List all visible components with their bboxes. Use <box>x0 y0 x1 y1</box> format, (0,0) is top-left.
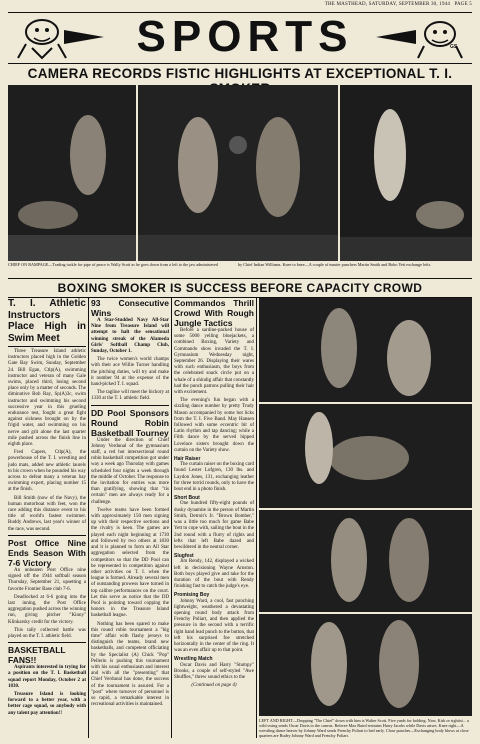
photo-strip <box>8 85 472 261</box>
article-paragraph: This tally collected battle was played on the T. I. athletic field. <box>8 627 86 639</box>
section-title: SPORTS <box>136 12 354 61</box>
section-headline: BOXING SMOKER IS SUCCESS BEFORE CAPACITY CROWD <box>8 278 472 298</box>
article-paragraph: The evening's fun began with a sizzling dance number by pretty Trudy Mason accompanied by some hot licks from the T. I. Five Band. May Hansen followed with some eccentric bit of Latin rhythm and tap dancing; while a Filth dance by the served hipped Lovelace sisters brought down the curtain on the Variety show. <box>174 398 254 453</box>
column-2 <box>91 298 169 710</box>
pennant-icon <box>62 26 106 48</box>
article-paragraph: An unbeaten Post Office nine signed off the 1944 softball season Thursday, September 21, upsetting a favorite Frontier Base club 7-6. <box>8 567 86 592</box>
masthead-text: THE MASTHEAD, SATURDAY, SEPTEMBER 30, 1944 <box>324 2 451 7</box>
mascot-cartoon-right-icon <box>412 14 472 60</box>
subhead: Wrestling Match <box>174 656 213 663</box>
article-paragraph: Johnny Ward, a cool, fast punching lightweight, weathered a devastating opening round body attack from Frenchy Poliart, and then applied the pressure in the second with a terrific right hand lead punch to the button, that left his surprised foe stretched horizontally in the center of the ring. It was an even affair up to that point. <box>174 598 254 654</box>
divider <box>91 405 169 406</box>
consecutive-wins-headline: 93 Consecutive Wins <box>91 298 169 318</box>
basketball-fans-headline: BASKETBALL FANS!! <box>8 645 66 666</box>
swim-meet-headline: T. I. Athletic Instructors Place High in Swim Meet <box>8 298 86 344</box>
column-rule <box>171 298 172 738</box>
subhead: Short Bout <box>174 495 200 502</box>
article-paragraph: Oscar Davis and Harry "Stumpy" Brooks, a couple of self-styled "Awe Shuffles," threw sound ethics to the <box>174 662 254 680</box>
article-paragraph: A Star-Studded Navy All-Star Nine from Treasure Island will attempt to halt the sensational winning streak of the Alameda Girls' Softball Champ Club, Sunday, October 1. <box>91 318 169 355</box>
divider <box>8 535 86 536</box>
column-1 <box>8 298 86 719</box>
subhead: Promising Boy <box>174 592 210 599</box>
commandos-headline: Commandos Thrill Crowd With Rough Jungle Tactics <box>174 298 254 328</box>
notice-paragraph: Treasure Island is looking forward to a better year, with a better cage squad, so anybody with any talent pay attention!! <box>8 691 86 716</box>
column-rule <box>88 298 89 738</box>
divider <box>8 346 86 347</box>
notice-paragraph: Aspirants interested in trying for a position on the T. I. Basketball squad report Monday, October 2 at 1830. <box>8 665 86 689</box>
article-paragraph: The curtain raiser on the boxing card found Lester Lofgren, 130 lbs. and Laydon Jones, 131, exchanging leather for three torrid rounds, only to have the bout end in a photo finish. <box>174 462 254 493</box>
right-photo-stack <box>259 298 472 716</box>
boxing-photo-3 <box>340 85 472 261</box>
divider <box>8 642 86 643</box>
photo-caption-1: CHIEF ON RAMPAGE—Trading tackle for pipe of peace is Wally Scott as he goes down from a left to the jaw administered <box>8 262 218 267</box>
column-rule <box>256 298 257 738</box>
article-paragraph: Deadlocked at 6-6 going into the last inning, the Post Office aggregation pushed across the winning run, giving pitcher "Kinny" Klinkarsky credit for the victory. <box>8 594 86 625</box>
article-paragraph: Bill Smith (now of the Navy), the human motorboat with feet, won the race adding this distance event to his title of world's fastest swimmer. Buddy Andrews, last year's winner of the race, was second. <box>8 495 86 532</box>
article-paragraph: Twelve teams have been formed with approximately 150 men signing up with their respective sections and the rivalry is keen. The games are played each night beginning at 1730 and followed by two others at 1830 and it is planned to form an All Star aggregation selected from the competitors so that the DD Pool can be represented in competition against other activities on T. I. when the league is formed. Already several men of outstanding prowess have turned in top calibre performances on the court. Let this serve as notice that the DD Pool is pointing toward copping the honors in the Treasure Island basketball league. <box>91 507 169 619</box>
post-office-headline: Post Office Nine Ends Season With 7-6 Victory <box>8 537 86 568</box>
dd-pool-headline: DD Pool Sponsors Round Robin Basketball Tourney <box>91 407 169 438</box>
article-paragraph: The tagline will meet the hickory at 1330 at the T. I. athletic field. <box>91 390 169 402</box>
logo-tag: GS <box>450 44 458 50</box>
photo-caption-2: by Chief Indian Williams. Knee to knee—A couple of master punchers Martin Smith and Bobo Yett exchange lefts. <box>238 262 432 267</box>
subhead: Slugfest <box>174 553 194 560</box>
article-paragraph: Jim Rendy, 142, displayed a wicked left in decisioning Wayne Arnston. Both boys played give and take for the duration of the bout with Rendy finishing fast to catch the judge's eye. <box>174 559 254 590</box>
article-paragraph: Before a sardine-packed house of some 5000 yelling bluejackets, a combined Boxing, Variety and Commando show invaded the T. I. Gymnasium Wednesday night, September 26. Displaying their wares with such enthusiasm, the boys from the celebrated snack circle put on a whale of a shindig affair that constantly had the punch patrons pulling their hair with excitement. <box>174 328 254 396</box>
article-paragraph: The twice women's world champs with their ace Willie Turner handling the pitching duties, will try and make it number 94 at the expense of the hand-picked T. I. squad. <box>91 357 169 388</box>
main-headline: CAMERA RECORDS FISTIC HIGHLIGHTS AT EXCEPTIONAL T. I. <box>27 66 453 81</box>
article-paragraph: Three Treasure Island athletic instructors placed high in the Golden Gate Bay Swim, Sunday, September 24. Bill Egan, Ctlp(A), swimming instructor and veteran of many Gale swims, placed third, losing second place only by a matter of seconds. The diminutive Bob Ray, Sp(A)3c, swim instructor and swimming his second successive year in this grueling endurance test, fought a great fight against sickness brought on by the frigid water, and swimming on his nerve and grit alone the last quarter mile pushed across the finish line in eighth place. <box>8 349 86 448</box>
continued-note: (Continued on page 4) <box>191 683 237 689</box>
masthead-line <box>8 2 472 7</box>
boxing-photo-2 <box>138 85 338 261</box>
article-paragraph: Fred Capers, Ctlp(A), the powerhouse of the T. I. wrestling and judo mats, added new athletic laurels to his crown when he pounded his way across to defeat many a veteran bay swimming expert, placing number 15 at the finish. <box>8 450 86 493</box>
right-photo-caption: LEFT AND RIGHT—Dropping "The Chief" down with him is Walter Scott. Five yards for holding. Now, Kirk or rightist... a wild swing sends Oscar Davis to the canvas. Referee Max Baird restrains Harry Jacobs while Davis arises. Knee right—A wrestling dance beaver by Johnny Ward sends Frenchy Poliart to bed early. Close punches—Exchanging body blows at close quarters are Rudey Johnny Ward and Frenchy Poliart. <box>259 718 469 738</box>
page-number: PAGE 5 <box>454 2 472 7</box>
article-paragraph: Nothing has been spared to make this round robin tournament a "big time" affair with flashy jerseys to distinguish the teams, brand new basketballs, and competent officiating by the Specialist (A) Chick "Pop" Pellerin is pushing this tournament with his usual enthusiasm and interest and with all the "presenting" that Chief Verdunal has done, the success of the tournament is assured. For a "post" where turnover of personnel is so rapid, a remarkable interest in recreational activities is maintained. <box>91 621 169 708</box>
article-paragraph: Under the direction of Chief Johnny Verdunal of the gymnasium staff, a red hot intersectional round robin basketball competition got under way a week ago Thursday with games scheduled four nights a week through the middle of October. The response to the invitation for entries was more than gratifying, showing that "tis certain" men are always ready for a challenge. <box>91 437 169 505</box>
boxing-photo-1 <box>8 85 136 261</box>
subhead: Hair Raiser <box>174 456 201 463</box>
column-3 <box>174 298 254 689</box>
article-paragraph: One hundred fifty-eight pounds of dusky dynamite in the person of Martin Smith, Detroit's Jr. "Brown Bomber," was a little too much for game Babe Yett to cope with, sailing the bout in the 2nd round with a flurry of rights and lefts that left Babe dazed and bewildered in the neutral corner. <box>174 501 254 550</box>
